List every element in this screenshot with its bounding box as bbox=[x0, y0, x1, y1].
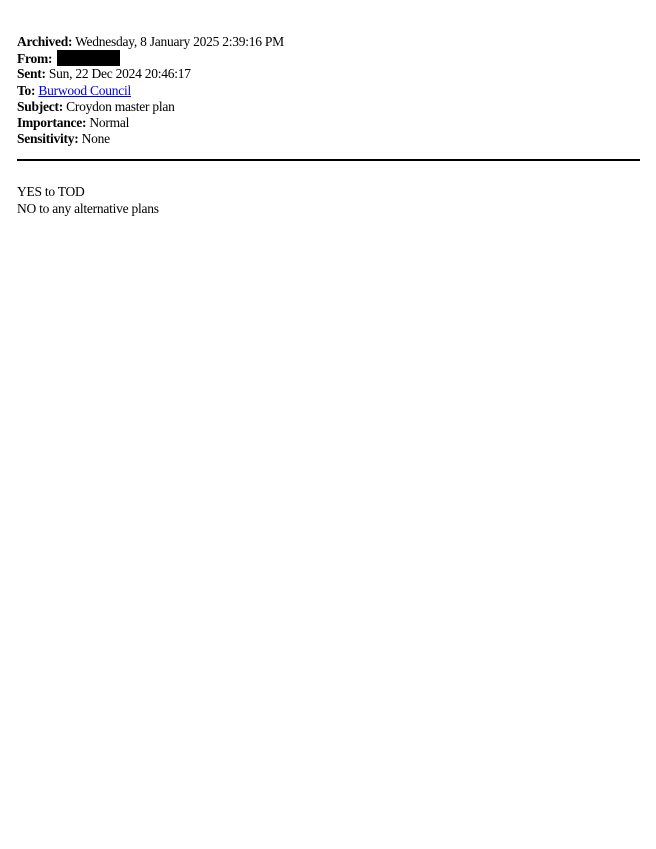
importance-row bbox=[17, 115, 637, 131]
sent-label: Sent: bbox=[17, 66, 46, 82]
to-row bbox=[17, 83, 637, 99]
from-row bbox=[17, 50, 637, 66]
header-divider bbox=[17, 159, 640, 161]
from-label: From: bbox=[17, 51, 53, 67]
importance-label: Importance: bbox=[17, 114, 87, 130]
to-label: To: bbox=[17, 82, 36, 98]
body-line: NO to any alternative plans bbox=[17, 200, 159, 216]
sent-row bbox=[17, 66, 637, 82]
sensitivity-value: None bbox=[81, 131, 110, 147]
from-redaction-box bbox=[57, 50, 120, 66]
importance-value: Normal bbox=[89, 114, 130, 130]
sensitivity-label: Sensitivity: bbox=[17, 131, 79, 147]
sent-value: Sun, 22 Dec 2024 20:46:17 bbox=[48, 66, 191, 82]
subject-label: Subject: bbox=[17, 98, 63, 114]
subject-row bbox=[17, 99, 637, 115]
archived-value: Wednesday, 8 January 2025 2:39:16 PM bbox=[75, 34, 284, 49]
email-body bbox=[17, 184, 637, 217]
subject-value: Croydon master plan bbox=[66, 98, 175, 114]
body-line: YES to TOD bbox=[17, 184, 85, 199]
email-header bbox=[17, 34, 637, 147]
to-recipient-link[interactable]: Burwood Council bbox=[38, 82, 132, 98]
archived-label: Archived: bbox=[17, 34, 73, 49]
archived-row bbox=[17, 34, 637, 50]
sensitivity-row bbox=[17, 131, 637, 147]
